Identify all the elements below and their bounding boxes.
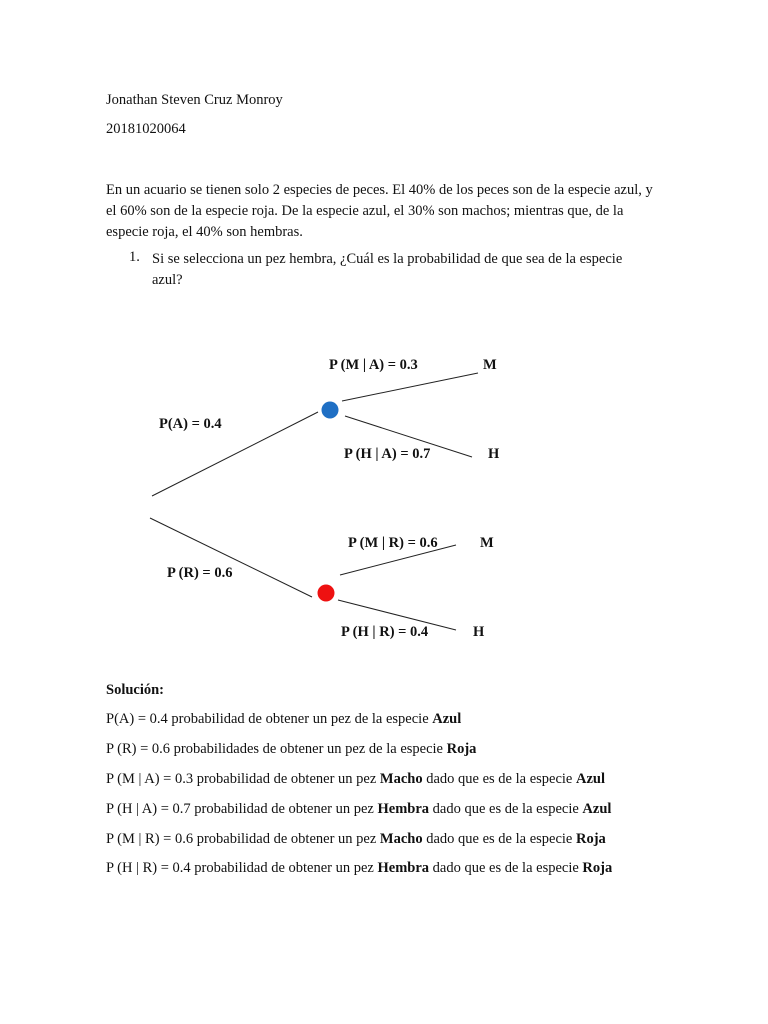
red-node bbox=[318, 585, 335, 602]
label-ma: P (M | A) = 0.3 bbox=[329, 357, 418, 373]
solution-line-5: P (M | R) = 0.6 probabilidad de obtener un pez Macho dado que es de la especie Roja bbox=[106, 831, 606, 847]
leaf-h-r: H bbox=[473, 624, 485, 640]
leaf-m-r: M bbox=[480, 535, 494, 551]
solution-line-4: P (H | A) = 0.7 probabilidad de obtener un pez Hembra dado que es de la especie Azul bbox=[106, 801, 612, 817]
leaf-h-a: H bbox=[488, 446, 500, 462]
blue-node bbox=[322, 402, 339, 419]
label-a: P(A) = 0.4 bbox=[159, 416, 222, 432]
label-ha: P (H | A) = 0.7 bbox=[344, 446, 431, 462]
label-hr: P (H | R) = 0.4 bbox=[341, 624, 429, 640]
branch-r-line bbox=[150, 518, 312, 597]
branch-ma-line bbox=[342, 373, 478, 401]
solution-line-6: P (H | R) = 0.4 probabilidad de obtener un pez Hembra dado que es de la especie Roja bbox=[106, 860, 613, 876]
student-id: 20181020064 bbox=[106, 121, 186, 137]
label-mr: P (M | R) = 0.6 bbox=[348, 535, 438, 551]
leaf-m-a: M bbox=[483, 357, 497, 373]
solution-line-1: P(A) = 0.4 probabilidad de obtener un pez de la especie Azul bbox=[106, 711, 462, 727]
label-r: P (R) = 0.6 bbox=[167, 565, 233, 581]
question-number: 1. bbox=[129, 249, 140, 265]
solution-line-3: P (M | A) = 0.3 probabilidad de obtener un pez Macho dado que es de la especie Azul bbox=[106, 771, 605, 787]
author-name: Jonathan Steven Cruz Monroy bbox=[106, 92, 283, 108]
question-text: Si se selecciona un pez hembra, ¿Cuál es la probabilidad de que sea de la especie azul? bbox=[152, 251, 623, 288]
problem-statement: En un acuario se tienen solo 2 especies de peces. El 40% de los peces son de la especie azul, y el 60% son de la especie roja. De la especie azul, el 30% son machos; mientras que, de la especie roja, el 40% son hembras. bbox=[106, 182, 653, 240]
solution-title: Solución: bbox=[106, 682, 165, 698]
solution-line-2: P (R) = 0.6 probabilidades de obtener un pez de la especie Roja bbox=[106, 741, 477, 757]
